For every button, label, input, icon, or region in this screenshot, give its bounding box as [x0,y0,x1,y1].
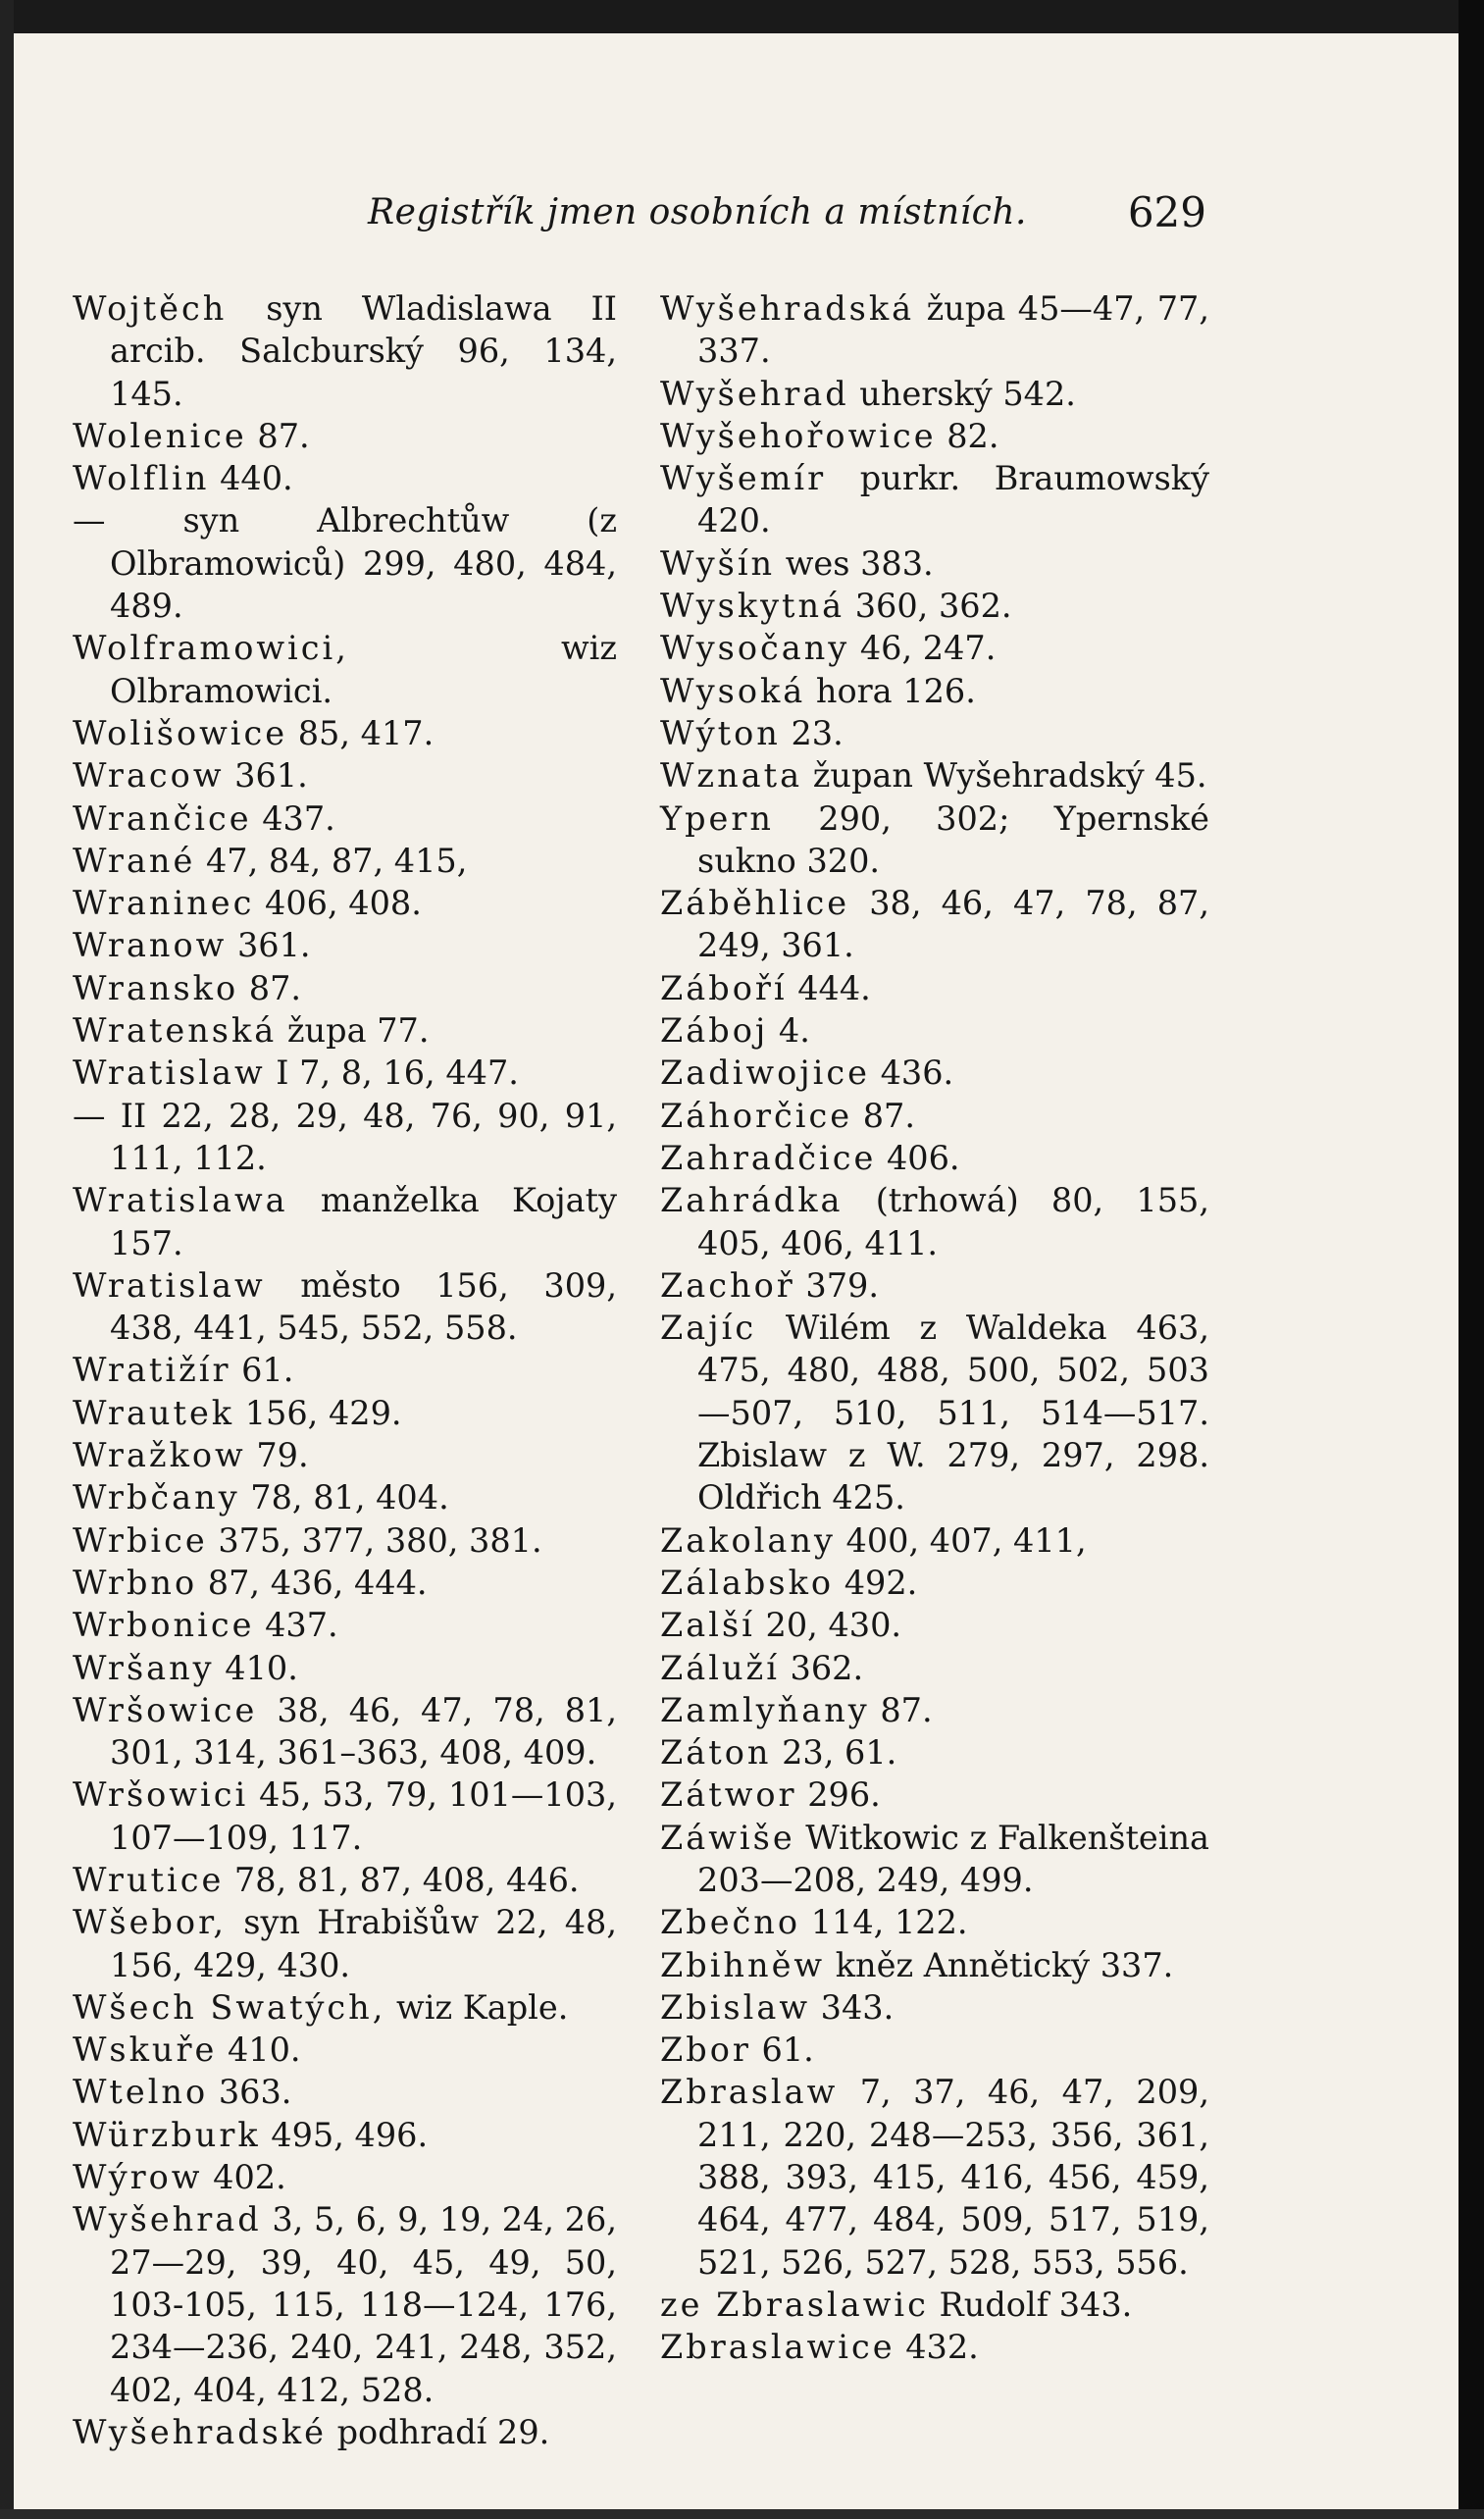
entry-references: 45, 53, 79, 101—103, 107—109, 117. [110,1775,617,1857]
index-entry [73,1689,617,1774]
entry-headword: Wyšín [660,543,776,583]
entry-headword: Wrbčany [73,1478,240,1517]
entry-references: hora 126. [805,671,976,710]
entry-references: 437. [251,798,335,838]
entry-headword: Wrautek [73,1393,235,1432]
entry-headword: Záluží [660,1648,780,1687]
scan-border-top [0,0,1484,33]
entry-references: 78, 81, 87, 408, 446. [224,1860,580,1899]
entry-references: 87. [238,968,302,1007]
entry-headword: Zahradčice [660,1138,877,1177]
entry-references: 290, 302; Ypernské sukno 320. [697,798,1209,880]
entry-headword: ze Zbraslawic [660,2285,929,2324]
entry-references: 47, 84, 87, 415, [195,841,468,880]
index-entry [660,287,1209,373]
index-entry [73,287,617,415]
entry-references: 343. [810,1987,895,2027]
entry-headword: Zachoř [660,1265,795,1305]
entry-headword: Wolframowici, [73,629,349,668]
index-entry [660,415,1209,457]
index-entry [73,1562,617,1604]
entry-references: 85, 417. [287,713,435,752]
index-entry [73,967,617,1009]
entry-references: 20, 430. [754,1606,902,1645]
entry-references: 361. [224,756,308,796]
entry-headword: Wtelno [73,2073,209,2112]
entry-headword: Wranow [73,926,228,965]
entry-headword: Zadiwojice [660,1054,870,1093]
index-entry [660,2029,1209,2071]
index-entry [660,1137,1209,1179]
entry-headword: Wyšehradská [660,289,915,328]
index-entry [660,1095,1209,1137]
index-entry [660,2284,1209,2326]
entry-references: 406. [876,1138,960,1177]
index-entry [660,457,1209,542]
index-entry [660,797,1209,883]
index-entry [660,1986,1209,2029]
index-entry [73,1095,617,1180]
entry-references: syn Hrabišůw 22, 48, 156, 429, 430. [110,1903,617,1984]
entry-headword: Záběhlice [660,884,850,923]
index-entry [73,840,617,882]
entry-headword: Wrbonice [73,1606,255,1645]
index-entry [660,627,1209,669]
entry-headword: Wratislawa [73,1181,288,1220]
entry-references: 87. [246,416,310,455]
index-entry [660,1009,1209,1052]
entry-headword: Wracow [73,756,225,796]
index-entry [73,2198,617,2410]
entry-references: 432. [895,2328,979,2367]
entry-headword: Záton [660,1733,772,1773]
entry-references: 87, 436, 444. [197,1563,428,1602]
entry-headword: Wznata [660,756,803,796]
entry-headword: Záboří [660,968,788,1007]
entry-references: 360, 362. [844,587,1012,626]
entry-references: 3, 5, 6, 9, 19, 24, 26, 27—29, 39, 40, 45, 49, 50, 103-105, 115, 118—124, 176, 234—236, 240, 241, 248, 352, 402, 404, 412, 528. [110,2200,617,2409]
index-entry [660,1647,1209,1689]
entry-references: (trhowá) 80, 155, 405, 406, 411. [697,1181,1209,1262]
entry-headword: Wyšehořowice [660,416,937,455]
index-entry [660,882,1209,967]
entry-headword: Wolenice [73,416,247,455]
index-entry [660,1689,1209,1731]
index-entry [660,373,1209,415]
index-entry [73,1179,617,1264]
entry-headword: Zátwor [660,1775,797,1815]
index-entry [660,1307,1209,1518]
entry-headword: Wrutice [73,1860,225,1899]
index-entry [660,2071,1209,2283]
entry-references: syn Wladislawa II arcib. Salcburský 96, 134, 145. [110,289,617,413]
entry-headword: Würzburk [73,2115,261,2154]
entry-references: 38, 46, 47, 78, 87, 249, 361. [697,884,1209,965]
index-entry [73,1009,617,1052]
entry-headword: Wyšehrad [73,2200,262,2239]
entry-references: Rudolf 343. [928,2285,1133,2324]
entry-headword: Wolflin [73,459,210,498]
entry-references: 87. [852,1096,916,1135]
entry-headword: Wratenská [73,1011,278,1051]
entry-headword: Wršowici [73,1775,249,1815]
entry-headword: Wysoká [660,671,806,710]
entry-headword: Zbraslaw [660,2073,839,2112]
entry-references: 296. [796,1775,881,1815]
index-entry [660,1901,1209,1943]
index-entry [660,1519,1209,1562]
index-entry [73,797,617,840]
index-entry [73,1392,617,1434]
entry-references: 410. [217,2031,301,2070]
index-entry [660,1817,1209,1902]
scan-border-right [1458,0,1484,2519]
index-entry [73,1476,617,1518]
entry-headword: Wskuře [73,2031,218,2070]
index-entry [73,2156,617,2198]
index-entry [73,712,617,754]
entry-headword: Ypern [660,798,774,838]
entry-headword: Zajíc [660,1309,757,1348]
entry-references: 23. [780,713,844,752]
entry-references: podhradí 29. [326,2412,550,2451]
entry-references: 4. [768,1011,810,1051]
entry-references: 361. [227,926,311,965]
index-entry [660,712,1209,754]
entry-headword: Wýrow [73,2158,203,2197]
entry-references: 406, 408. [254,884,422,923]
entry-headword: Wrbice [73,1520,208,1560]
entry-references: 402. [202,2158,286,2197]
entry-references: 495, 496. [260,2115,429,2154]
entry-references: 38, 46, 47, 78, 81, 301, 314, 361–363, 408, 409. [110,1690,617,1773]
entry-references: 82. [936,416,999,455]
entry-references: župa 77. [277,1011,430,1051]
entry-headword: Záhorčice [660,1096,853,1135]
entry-headword: Wojtěch [73,289,228,328]
entry-headword: Wransko [73,968,239,1007]
index-entry [73,1604,617,1646]
entry-headword: Wrané [73,841,196,880]
entry-references: 61. [750,2031,814,2070]
entry-references: 379. [794,1265,880,1305]
entry-references: župa 45—47, 77, 337. [697,289,1209,371]
entry-references: 79. [245,1436,309,1475]
entry-headword: Wýton [660,713,781,752]
entry-references: wes 383. [775,543,934,583]
index-entry [660,2326,1209,2368]
index-entry [73,1986,617,2029]
entry-references: župan Wyšehradský 45. [802,756,1207,796]
entry-headword: Wražkow [73,1436,246,1475]
entry-headword: Zbraslawice [660,2328,896,2367]
entry-headword: Zahrádka [660,1181,844,1220]
entry-headword: Zbor [660,2031,751,2070]
index-entry [660,754,1209,797]
entry-references: manželka Kojaty 157. [110,1181,617,1262]
entry-references: — II 22, 28, 29, 48, 76, 90, 91, 111, 112. [73,1096,617,1177]
index-column-right [660,287,1209,2369]
index-entry [73,2029,617,2071]
page-number: 629 [1127,188,1206,236]
entry-headword: Wolišowice [73,713,288,752]
entry-references: 400, 407, 411, [835,1520,1087,1560]
entry-references: 437. [254,1606,338,1645]
entry-references: 363. [208,2073,292,2112]
entry-headword: Wraninec [73,884,255,923]
entry-references: 23, 61. [771,1733,897,1773]
index-entry [660,1264,1209,1307]
index-entry [73,2411,617,2453]
entry-headword: Zakolany [660,1520,836,1560]
entry-references: 362. [779,1648,864,1687]
index-entry [73,499,617,627]
entry-headword: Záboj [660,1011,769,1051]
entry-references: I 7, 8, 16, 447. [265,1054,519,1093]
entry-references: 156, 429. [234,1393,402,1432]
scan-border-left [0,0,14,2519]
index-entry [660,1052,1209,1094]
entry-references: wiz Kaple. [385,1987,569,2027]
entry-references: 444. [787,968,871,1007]
entry-headword: Wrbno [73,1563,198,1602]
index-entry [73,1647,617,1689]
index-entry [73,1052,617,1094]
index-entry [660,1731,1209,1774]
entry-references: 436. [869,1054,954,1093]
entry-references: 440. [209,459,293,498]
index-entry [660,542,1209,585]
index-column-left [73,287,617,2453]
entry-headword: Wyšehradské [73,2412,327,2451]
index-entry [73,1901,617,1986]
index-entry [660,1179,1209,1264]
entry-references: 46, 247. [849,629,997,668]
index-entry [73,754,617,797]
index-entry [73,1774,617,1859]
index-entry [73,1519,617,1562]
entry-references: 410. [214,1648,298,1687]
index-entry [73,1434,617,1476]
entry-headword: Wršany [73,1648,215,1687]
entry-references: — syn Albrechtůw (z Olbramowiců) 299, 480, 484, 489. [73,501,617,626]
entry-references: kněz Annětický 337. [825,1945,1174,1984]
index-entry [73,415,617,457]
entry-headword: Wyskytná [660,587,845,626]
index-entry [73,2114,617,2156]
scan-border-bottom [0,2509,1484,2519]
entry-references: purkr. Braumowský 420. [697,459,1209,540]
entry-headword: Zálabsko [660,1563,835,1602]
index-entry [660,967,1209,1009]
entry-references: 61. [230,1351,294,1390]
entry-headword: Záwiše [660,1818,795,1857]
entry-references: 78, 81, 404. [239,1478,449,1517]
index-entry [660,1774,1209,1816]
index-entry [73,1349,617,1391]
index-entry [73,882,617,924]
index-entry [660,1944,1209,1986]
entry-headword: Wšebor, [73,1903,228,1942]
entry-references: 492. [834,1563,918,1602]
entry-headword: Wršowice [73,1690,258,1729]
entry-headword: Zamlyňany [660,1690,870,1729]
entry-headword: Wšech Swatých, [73,1987,386,2027]
index-entry [660,1562,1209,1604]
index-entry [73,627,617,712]
index-entry [73,924,617,966]
entry-headword: Wrančice [73,798,252,838]
entry-references: wiz Olbramowici. [110,629,617,710]
entry-references: Wilém z Waldeka 463, 475, 480, 488, 500, 502, 503—507, 510, 511, 514—517. Zbislaw z W. 279, 297, 298. Oldřich 425. [697,1309,1209,1517]
entry-references: 7, 37, 46, 47, 209, 211, 220, 248—253, 356, 361, 388, 393, 415, 416, 456, 459, 464, 477, 484, 509, 517, 519, 521, 526, 527, 528, 553, 556. [697,2073,1209,2282]
entry-headword: Zbihněw [660,1945,826,1984]
entry-references: 114, 122. [800,1903,968,1942]
entry-headword: Zalší [660,1606,755,1645]
entry-headword: Wyšemír [660,459,827,498]
running-title: Registřík jmen osobních a místních. [368,192,1027,232]
page-header [69,188,1206,247]
entry-headword: Wratislaw [73,1054,266,1093]
entry-headword: Wysočany [660,629,850,668]
index-entry [73,1859,617,1901]
index-entry [660,1604,1209,1646]
entry-references: 375, 377, 380, 381. [207,1520,542,1560]
index-entry [73,2071,617,2113]
entry-headword: Wratižír [73,1351,231,1390]
entry-references: 87. [869,1690,933,1729]
entry-headword: Zbislaw [660,1987,810,2027]
index-entry [660,670,1209,712]
entry-references: Witkowic z Falkenšteina 203—208, 249, 499. [697,1818,1209,1899]
entry-references: uherský 542. [848,374,1076,413]
entry-headword: Zbečno [660,1903,801,1942]
entry-references: město 156, 309, 438, 441, 545, 552, 558. [110,1265,617,1348]
entry-headword: Wratislaw [73,1265,266,1305]
index-entry [73,457,617,499]
index-entry [73,1264,617,1350]
index-entry [660,585,1209,627]
entry-headword: Wyšehrad [660,374,849,413]
